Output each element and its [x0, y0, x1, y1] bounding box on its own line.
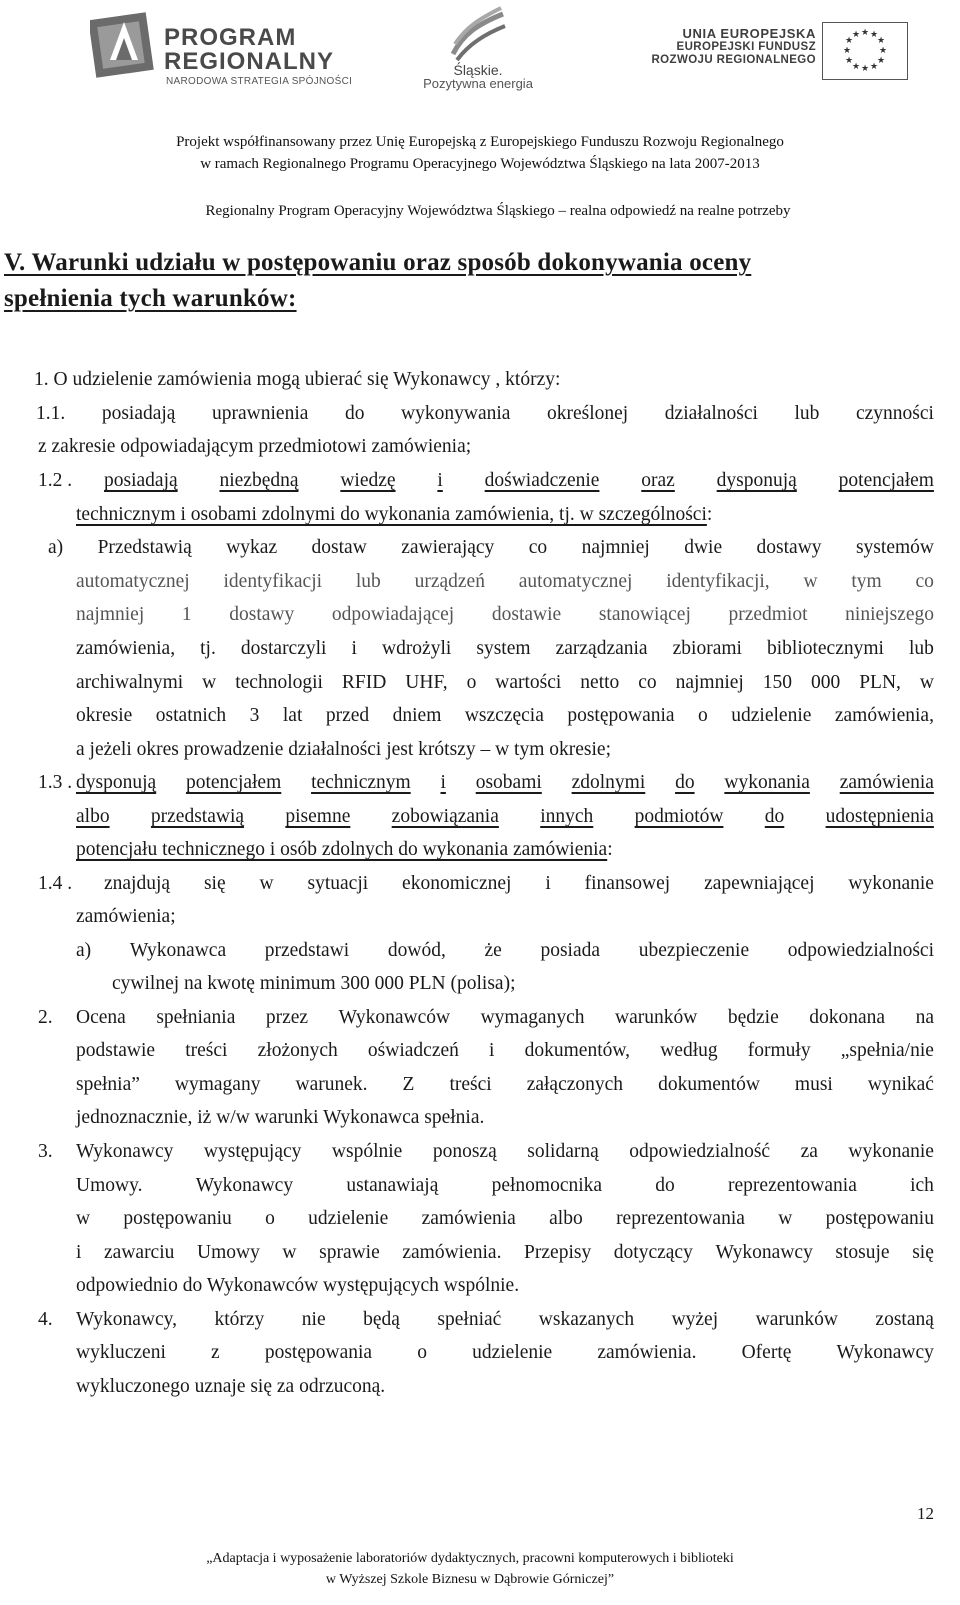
point-1-4-item-a-line1: a) Wykonawca przedstawi dowód, że posiada ubezpieczenie odpowiedzialności	[76, 940, 934, 961]
point-1-3-line2: albo przedstawią pisemne zobowiązania innych podmiotów do udostępnienia	[76, 806, 934, 827]
point-1-1-line2: z zakresie odpowiadającym przedmiotowi zamówienia;	[38, 436, 472, 457]
project-line1: Projekt współfinansowany przez Unię Europejską z Europejskiego Funduszu Rozwoju Regionalnego	[176, 134, 784, 150]
point-1-4-line2: zamówienia;	[76, 906, 176, 927]
project-line2: w ramach Regionalnego Programu Operacyjnego Województwa Śląskiego na lata 2007-2013	[200, 156, 760, 172]
eu-logo-line1: UNIA EUROPEJSKA	[682, 26, 816, 41]
svg-text:★: ★	[876, 36, 886, 46]
point-3-line5: odpowiednio do Wykonawców występujących wspólnie.	[76, 1275, 520, 1296]
program-logo-line2: REGIONALNY	[164, 48, 335, 75]
item-a-line6: okresie ostatnich 3 lat przed dniem wszczęcia postępowania o udzielenie zamówienia,	[76, 705, 934, 726]
point-3-line1: Wykonawcy występujący wspólnie ponoszą solidarną odpowiedzialność za wykonanie	[76, 1141, 934, 1162]
item-a-line7: a jeżeli okres prowadzenie działalności jest krótszy – w tym okresie;	[76, 739, 611, 760]
slaskie-wave-icon	[443, 4, 513, 64]
point-1-text: 1. O udzielenie zamówienia mogą ubierać się Wykonawcy , którzy:	[34, 369, 561, 390]
point-4-line1: Wykonawcy, którzy nie będą spełniać wskazanych wyżej warunków zostaną	[76, 1309, 934, 1330]
point-3-number: 3.	[38, 1141, 53, 1162]
point-3-line3: w postępowaniu o udzielenie zamówienia albo reprezentowania w postępowaniu	[76, 1208, 934, 1229]
section-heading-line2: spełnienia tych warunków:	[4, 285, 297, 312]
point-1-3-line1: dysponują potencjałem technicznym i osobami zdolnymi do wykonania zamówienia	[76, 772, 934, 793]
eu-logo	[628, 22, 928, 82]
point-1-2-line2-colon: :	[706, 504, 713, 525]
point-1-4-number: 1.4 .	[38, 873, 73, 894]
rpo-line: Regionalny Program Operacyjny Województwa Śląskiego – realna odpowiedź na realne potrzeby	[205, 203, 791, 219]
point-1-2-line1: posiadają niezbędną wiedzę i doświadczenie oraz dysponują potencjałem	[104, 470, 934, 491]
eu-logo-line3: ROZWOJU REGIONALNEGO	[651, 54, 816, 66]
program-regionalny-logo	[90, 10, 390, 87]
item-a-line3: najmniej 1 dostawy odpowiadającej dostawie stanowiącej przedmiot niniejszego	[76, 604, 934, 625]
point-3-line4: i zawarciu Umowy w sprawie zamówienia. Przepisy dotyczący Wykonawcy stosuje się	[76, 1242, 934, 1263]
slaskie-logo	[408, 4, 548, 94]
slaskie-name: Śląskie.	[453, 62, 503, 78]
point-1-2-number: 1.2 .	[38, 470, 73, 491]
page-number: 12	[917, 1504, 934, 1523]
item-a-line1: a) Przedstawią wykaz dostaw zawierający co najmniej dwie dostawy systemów	[48, 537, 934, 558]
svg-text:★: ★	[842, 46, 852, 56]
section-heading-line1: V. Warunki udziału w postępowaniu oraz sposób dokonywania oceny	[4, 249, 752, 276]
svg-text:★: ★	[851, 30, 861, 40]
point-4-number: 4.	[38, 1309, 53, 1330]
point-1-1-line1: 1.1. posiadają uprawnienia do wykonywania określonej działalności lub czynności	[36, 403, 934, 424]
svg-text:★: ★	[844, 56, 854, 66]
item-a-line4: zamówienia, tj. dostarczyli i wdrożyli system zarządzania zbiorami bibliotecznymi lub	[76, 638, 934, 659]
point-3-line2: Umowy. Wykonawcy ustanawiają pełnomocnika do reprezentowania ich	[76, 1175, 934, 1196]
svg-text:★: ★	[851, 62, 861, 72]
svg-text:★: ★	[860, 64, 870, 74]
svg-text:★: ★	[844, 36, 854, 46]
eu-flag-icon	[822, 22, 908, 80]
point-4-line3: wykluczonego uznaje się za odrzuconą.	[76, 1376, 386, 1397]
point-1-4-line1: znajdują się w sytuacji ekonomicznej i finansowej zapewniającej wykonanie	[104, 873, 934, 894]
point-2-number: 2.	[38, 1007, 53, 1028]
point-2-line3: spełnia” wymagany warunek. Z treści załączonych dokumentów musi wynikać	[76, 1074, 934, 1095]
svg-text:★: ★	[869, 62, 879, 72]
program-logo-line3: NARODOWA STRATEGIA SPÓJNOŚCI	[166, 76, 353, 87]
header-logos	[0, 0, 960, 100]
footer-line1: „Adaptacja i wyposażenie laboratoriów dydaktycznych, pracowni komputerowych i biblioteki	[206, 1551, 734, 1566]
point-4-line2: wykluczeni z postępowania o udzielenie zamówienia. Ofertę Wykonawcy	[76, 1342, 934, 1363]
svg-text:★: ★	[860, 28, 870, 38]
svg-text:★: ★	[876, 56, 886, 66]
point-2-line2: podstawie treści złożonych oświadczeń i dokumentów, według formuły „spełnia/nie	[76, 1040, 934, 1061]
point-1-2-line2-underlined: technicznym i osobami zdolnymi do wykonania zamówienia, tj. w szczególności	[76, 504, 707, 525]
slaskie-slogan: Pozytywna energia	[423, 76, 533, 91]
point-2-line1: Ocena spełniania przez Wykonawców wymaganych warunków będzie dokonana na	[76, 1007, 934, 1028]
program-logo-line1: PROGRAM	[164, 24, 297, 51]
point-2-line4: jednoznacznie, iż w/w warunki Wykonawca spełnia.	[76, 1107, 485, 1128]
point-1-3-line3-colon: :	[607, 839, 613, 860]
item-a-line2: automatycznej identyfikacji lub urządzeń automatycznej identyfikacji, w tym co	[76, 571, 934, 592]
eu-logo-line2: EUROPEJSKI FUNDUSZ	[676, 41, 816, 53]
point-1-3-number: 1.3 .	[38, 772, 73, 793]
item-a-line5: archiwalnymi w technologii RFID UHF, o wartości netto co najmniej 150 000 PLN, w	[76, 672, 934, 693]
point-1-3-line3	[76, 838, 613, 862]
point-1-2-line2	[76, 503, 712, 527]
svg-text:★: ★	[869, 30, 879, 40]
point-1-3-line3-underlined: potencjału technicznego i osób zdolnych do wykonania zamówienia	[76, 839, 608, 860]
svg-text:★: ★	[878, 46, 888, 56]
point-1-4-item-a-line2: cywilnej na kwotę minimum 300 000 PLN (polisa);	[112, 973, 516, 994]
program-regionalny-mark-icon	[90, 10, 160, 80]
footer-line2: w Wyższej Szkole Biznesu w Dąbrowie Górniczej”	[325, 1572, 615, 1587]
